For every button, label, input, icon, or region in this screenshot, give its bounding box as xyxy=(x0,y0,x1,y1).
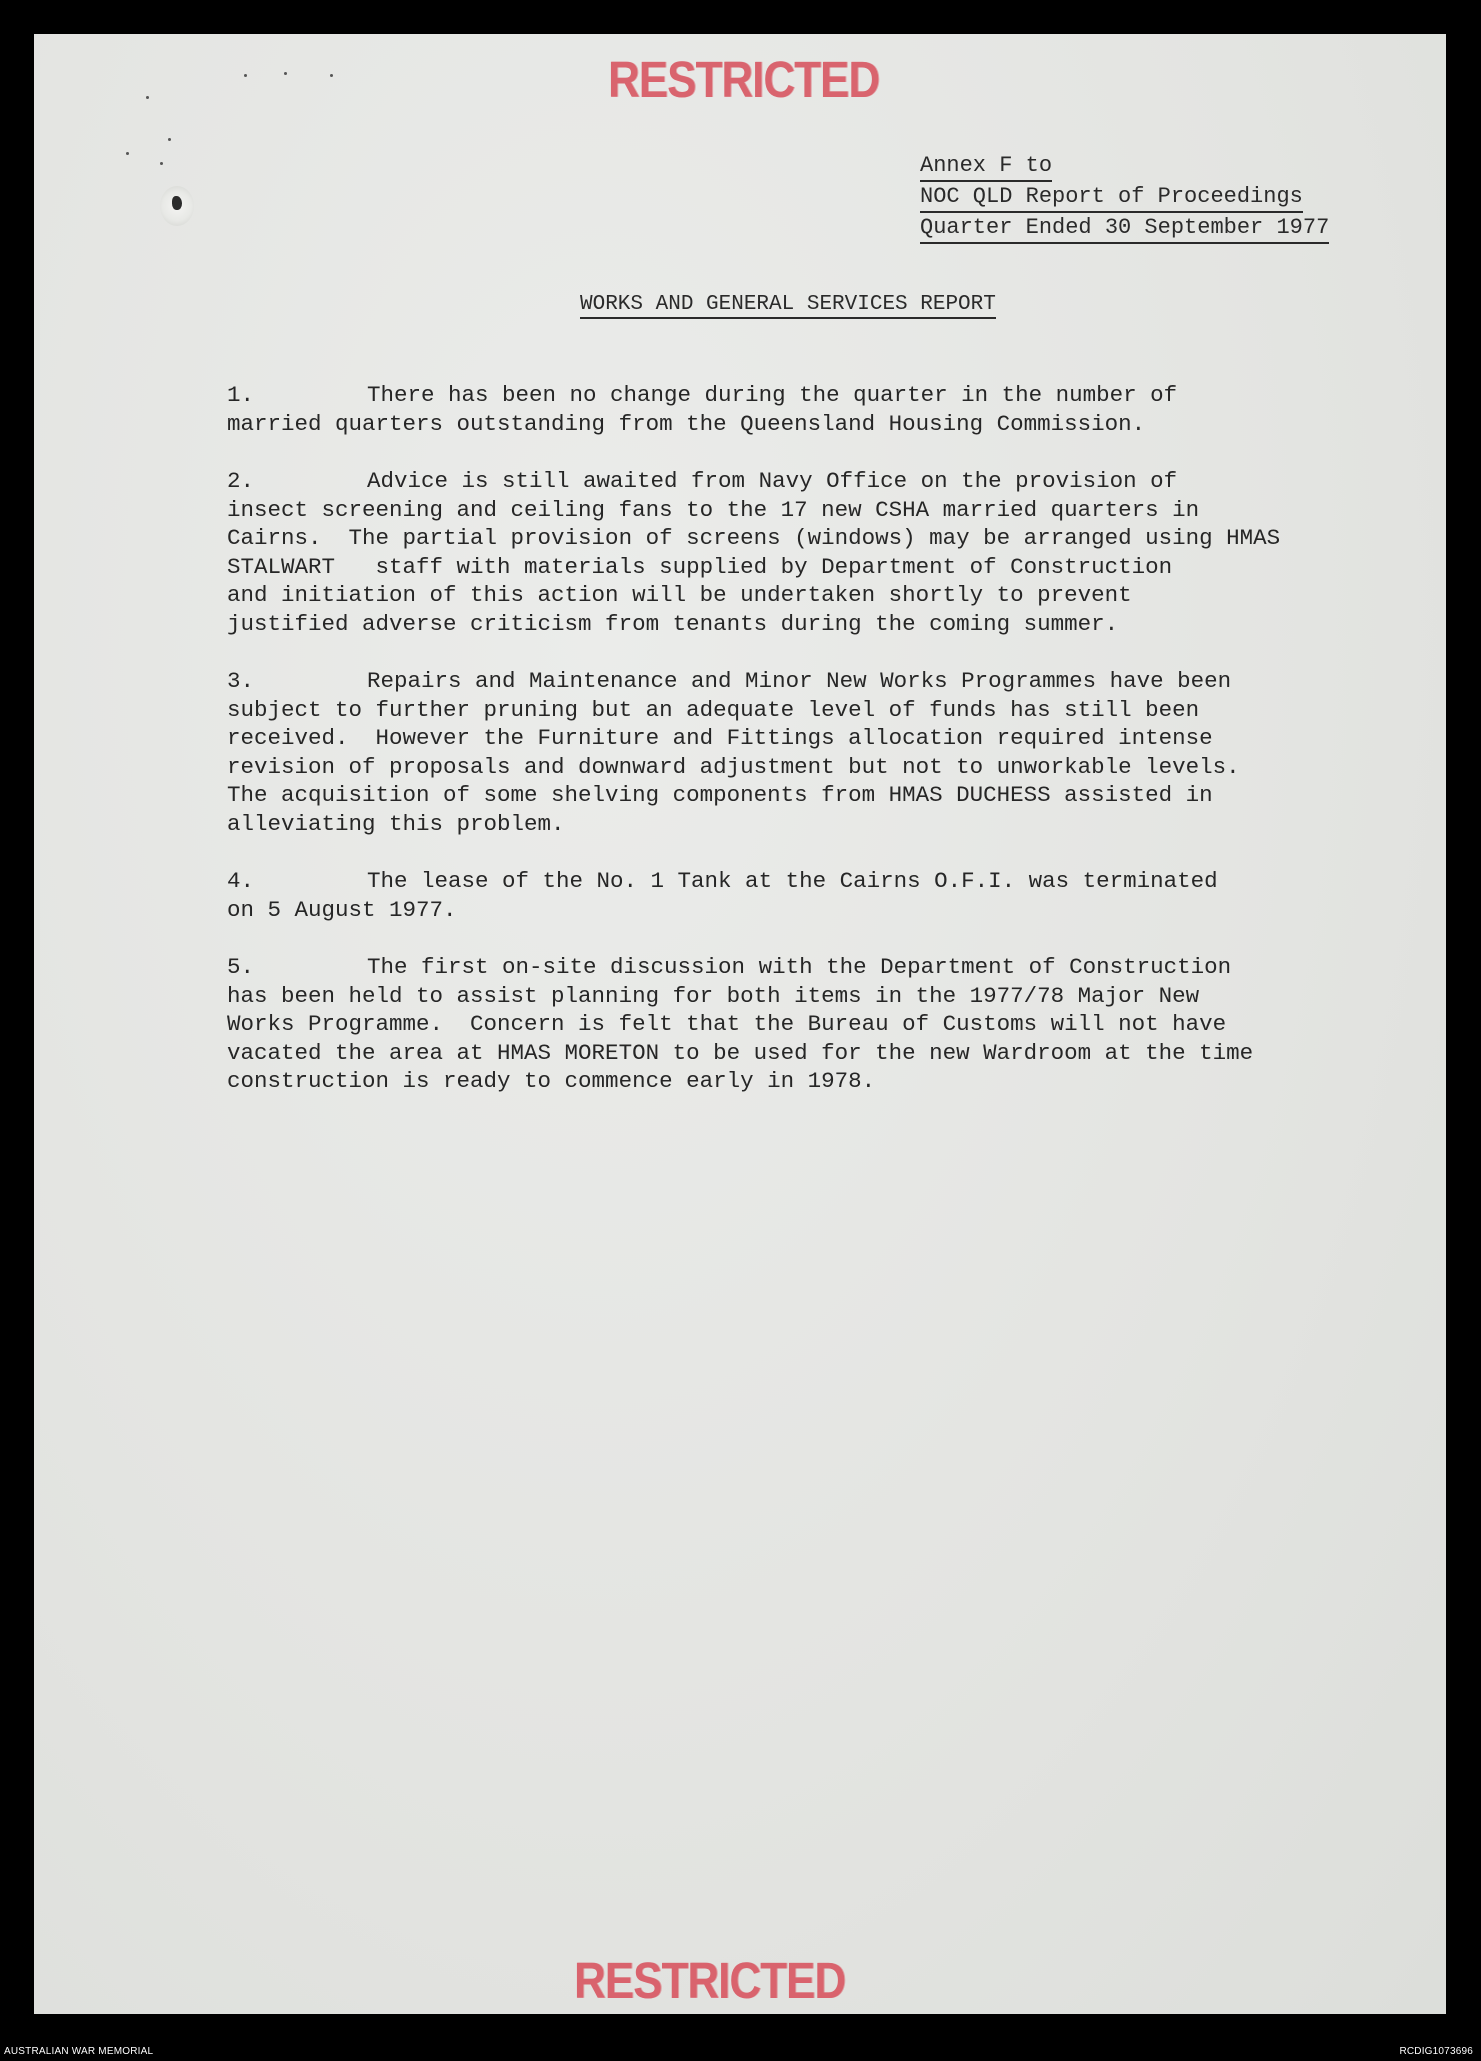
paragraph-line: alleviating this problem. xyxy=(227,810,565,837)
paragraph-number: 5. xyxy=(227,954,255,980)
paragraph-number: 1. xyxy=(227,382,255,408)
restricted-stamp-top: RESTRICTED xyxy=(608,52,880,109)
paragraph-line: The lease of the No. 1 Tank at the Cairns O.F.I. was terminated xyxy=(367,868,1218,894)
paragraph-line: has been held to assist planning for both items in the 1977/78 Major New xyxy=(227,982,1200,1009)
paragraph-line: insect screening and ceiling fans to the 17 new CSHA married quarters in xyxy=(227,496,1200,523)
speck xyxy=(126,152,129,155)
paragraph-line: received. However the Furniture and Fittings allocation required intense xyxy=(227,725,1213,751)
speck xyxy=(330,74,333,77)
paragraph-line: Advice is still awaited from Navy Office on the provision of xyxy=(367,468,1178,494)
restricted-stamp-bottom: RESTRICTED xyxy=(574,1953,846,2010)
paragraph-line: STALWART staff with materials supplied by Department of Construction xyxy=(227,553,1173,580)
paragraph-line: subject to further pruning but an adequate level of funds has still been xyxy=(227,696,1200,723)
annex-line-2: NOC QLD Report of Proceedings xyxy=(920,182,1303,213)
document-page xyxy=(34,34,1446,2014)
annex-line-3: Quarter Ended 30 September 1977 xyxy=(920,213,1329,244)
paragraph-line: on 5 August 1977. xyxy=(227,896,457,923)
speck xyxy=(168,138,171,141)
paragraph-line: There has been no change during the quarter in the number of xyxy=(367,382,1178,408)
speck xyxy=(146,96,149,99)
punch-hole xyxy=(160,186,194,226)
speck xyxy=(284,72,287,75)
paragraph-line: married quarters outstanding from the Queensland Housing Commission. xyxy=(227,410,1146,437)
paragraph-number: 2. xyxy=(227,468,255,494)
speck xyxy=(160,162,163,165)
paragraph-line: Repairs and Maintenance and Minor New Works Programmes have been xyxy=(367,668,1232,694)
paragraph-number: 3. xyxy=(227,668,255,694)
paragraph-2 xyxy=(227,467,1367,638)
paragraph-5 xyxy=(227,953,1367,1096)
paragraph-line: justified adverse criticism from tenants during the coming summer. xyxy=(227,610,1119,637)
paragraph-line: and initiation of this action will be undertaken shortly to prevent xyxy=(227,582,1132,608)
paragraph-line: vacated the area at HMAS MORETON to be used for the new Wardroom at the time xyxy=(227,1039,1254,1066)
paragraph-line: The acquisition of some shelving components from HMAS DUCHESS assisted in xyxy=(227,782,1213,808)
paragraph-line: revision of proposals and downward adjustment but not to unworkable levels. xyxy=(227,753,1240,780)
speck xyxy=(244,74,247,77)
paragraph-4 xyxy=(227,867,1367,924)
paragraph-1 xyxy=(227,381,1367,438)
paragraph-3 xyxy=(227,667,1367,838)
report-body xyxy=(227,381,1367,1125)
paragraph-number: 4. xyxy=(227,868,255,894)
annex-line-1: Annex F to xyxy=(920,151,1052,182)
annex-header xyxy=(920,151,1329,244)
paragraph-line: construction is ready to commence early in 1978. xyxy=(227,1068,876,1094)
report-title: WORKS AND GENERAL SERVICES REPORT xyxy=(580,293,996,319)
archive-credit: AUSTRALIAN WAR MEMORIAL xyxy=(4,2046,154,2057)
paragraph-line: Works Programme. Concern is felt that the Bureau of Customs will not have xyxy=(227,1011,1227,1037)
paragraph-line: The first on-site discussion with the Department of Construction xyxy=(367,954,1232,980)
archive-id: RCDIG1073696 xyxy=(1399,2046,1473,2057)
paragraph-line: Cairns. The partial provision of screens (windows) may be arranged using HMAS xyxy=(227,525,1281,551)
